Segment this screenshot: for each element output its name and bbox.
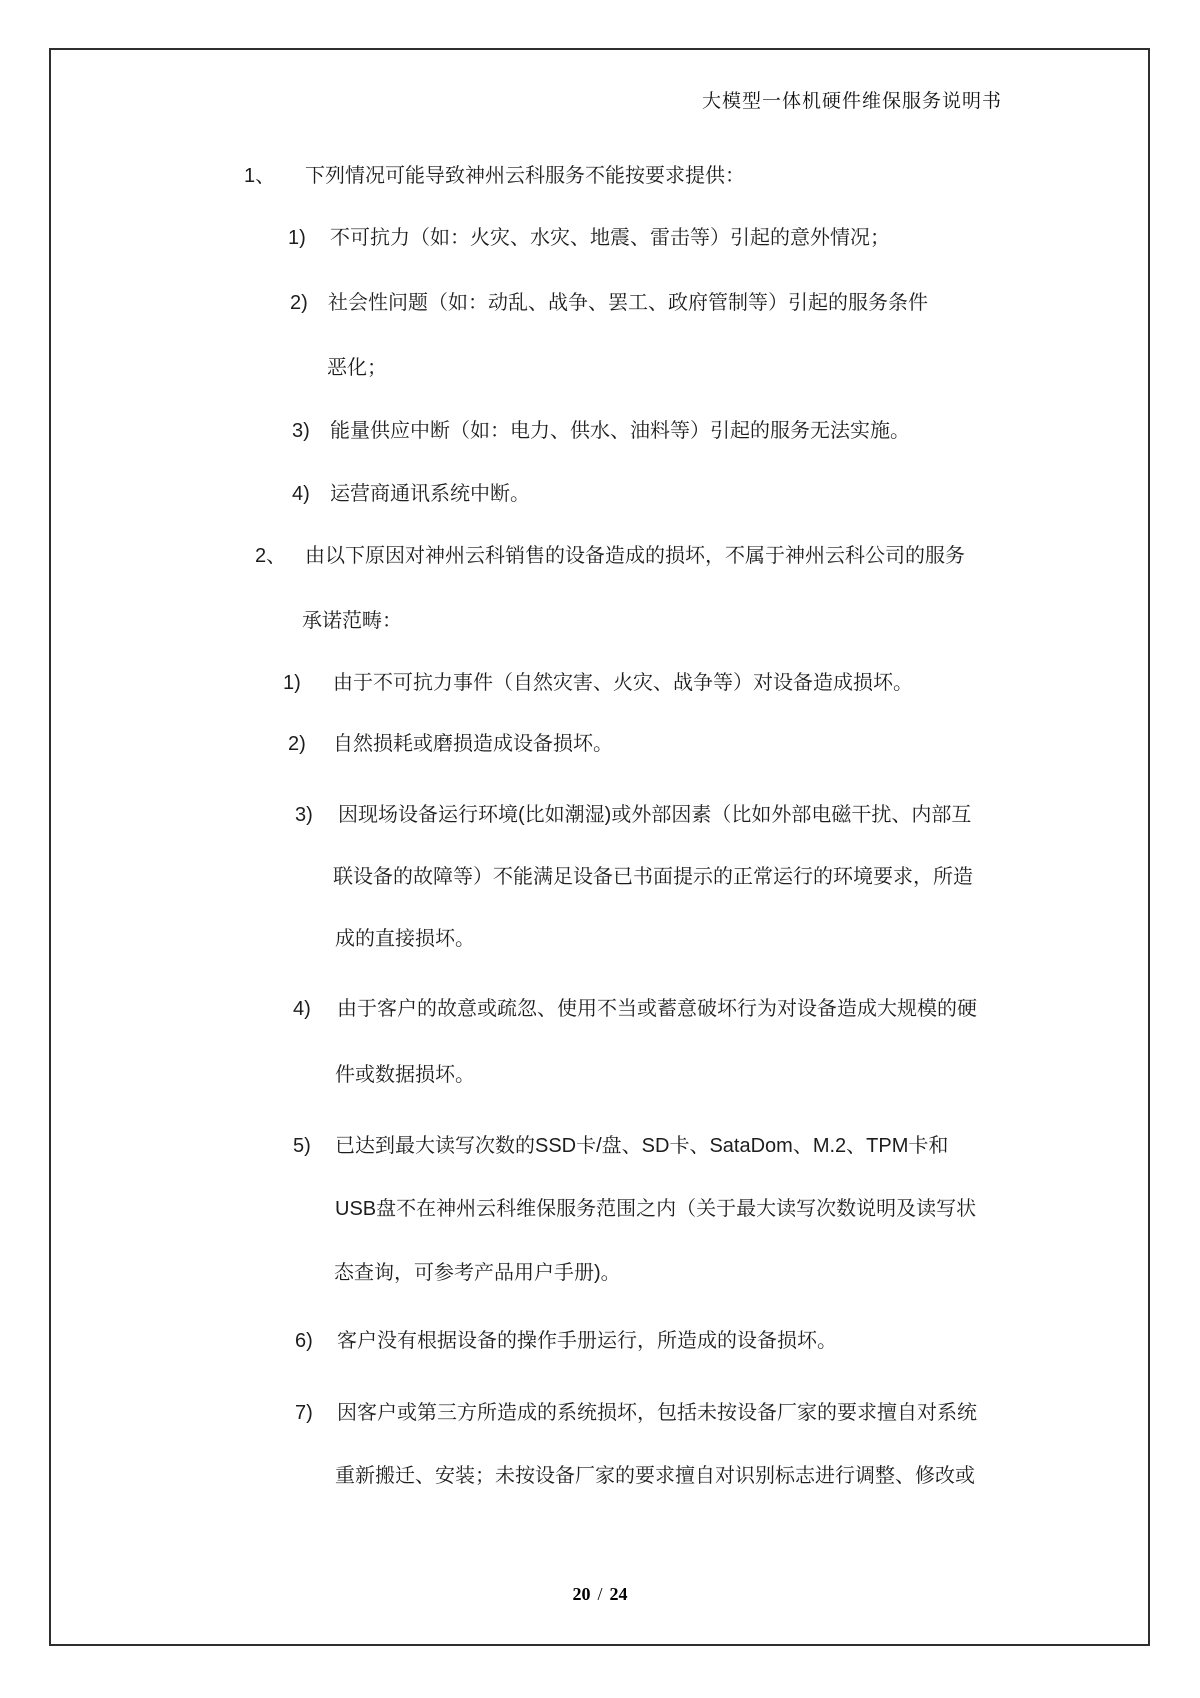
header-title: 大模型一体机硬件维保服务说明书 xyxy=(701,91,1002,112)
subitem-number: 5) xyxy=(293,1135,311,1157)
page-number-current: 20 xyxy=(572,1584,591,1604)
subitem-text: 社会性问题（如：动乱、战争、罢工、政府管制等）引起的服务条件 xyxy=(328,292,928,314)
subitem-number: 1) xyxy=(283,672,301,694)
page-number-separator: / xyxy=(597,1584,603,1604)
subitem-text: 联设备的故障等）不能满足设备已书面提示的正常运行的环境要求，所造 xyxy=(333,866,973,888)
item-text: 由以下原因对神州云科销售的设备造成的损坏，不属于神州云科公司的服务 xyxy=(305,545,965,567)
subitem-number: 1) xyxy=(288,227,306,249)
item-text: 承诺范畴： xyxy=(302,610,402,632)
subitem-number: 7) xyxy=(295,1402,313,1424)
page-footer xyxy=(0,1584,1200,1605)
subitem-text: 由于不可抗力事件（自然灾害、火灾、战争等）对设备造成损坏。 xyxy=(333,672,913,694)
subitem-text: 因现场设备运行环境(比如潮湿)或外部因素（比如外部电磁干扰、内部互 xyxy=(338,804,972,826)
subitem-text: 已达到最大读写次数的SSD卡/盘、SD卡、SataDom、M.2、TPM卡和 xyxy=(335,1135,949,1157)
subitem-text: 重新搬迁、安装；未按设备厂家的要求擅自对识别标志进行调整、修改或 xyxy=(335,1465,975,1487)
subitem-number: 3) xyxy=(292,420,310,442)
subitem-text: USB盘不在神州云科维保服务范围之内（关于最大读写次数说明及读写状 xyxy=(335,1198,977,1220)
item-number: 2、 xyxy=(255,545,287,567)
subitem-number: 4) xyxy=(293,998,311,1020)
subitem-text: 自然损耗或磨损造成设备损坏。 xyxy=(333,733,613,755)
item-text: 下列情况可能导致神州云科服务不能按要求提供： xyxy=(305,165,745,187)
subitem-number: 6) xyxy=(295,1330,313,1352)
subitem-number: 2) xyxy=(288,733,306,755)
page-header xyxy=(702,86,1002,113)
subitem-number: 2) xyxy=(290,292,308,314)
subitem-text: 能量供应中断（如：电力、供水、油料等）引起的服务无法实施。 xyxy=(330,420,910,442)
subitem-number: 4) xyxy=(292,483,310,505)
subitem-text: 因客户或第三方所造成的系统损坏，包括未按设备厂家的要求擅自对系统 xyxy=(337,1402,977,1424)
item-number: 1、 xyxy=(244,165,276,187)
subitem-text: 运营商通讯系统中断。 xyxy=(330,483,530,505)
subitem-text: 态查询，可参考产品用户手册)。 xyxy=(334,1262,621,1284)
subitem-text: 不可抗力（如：火灾、水灾、地震、雷击等）引起的意外情况； xyxy=(330,227,890,249)
subitem-text: 客户没有根据设备的操作手册运行，所造成的设备损坏。 xyxy=(337,1330,837,1352)
page-number-total: 24 xyxy=(609,1584,628,1604)
subitem-text: 成的直接损坏。 xyxy=(335,928,475,950)
subitem-text: 恶化； xyxy=(327,357,387,379)
subitem-text: 件或数据损坏。 xyxy=(335,1064,475,1086)
subitem-text: 由于客户的故意或疏忽、使用不当或蓄意破坏行为对设备造成大规模的硬 xyxy=(337,998,977,1020)
subitem-number: 3) xyxy=(295,804,313,826)
